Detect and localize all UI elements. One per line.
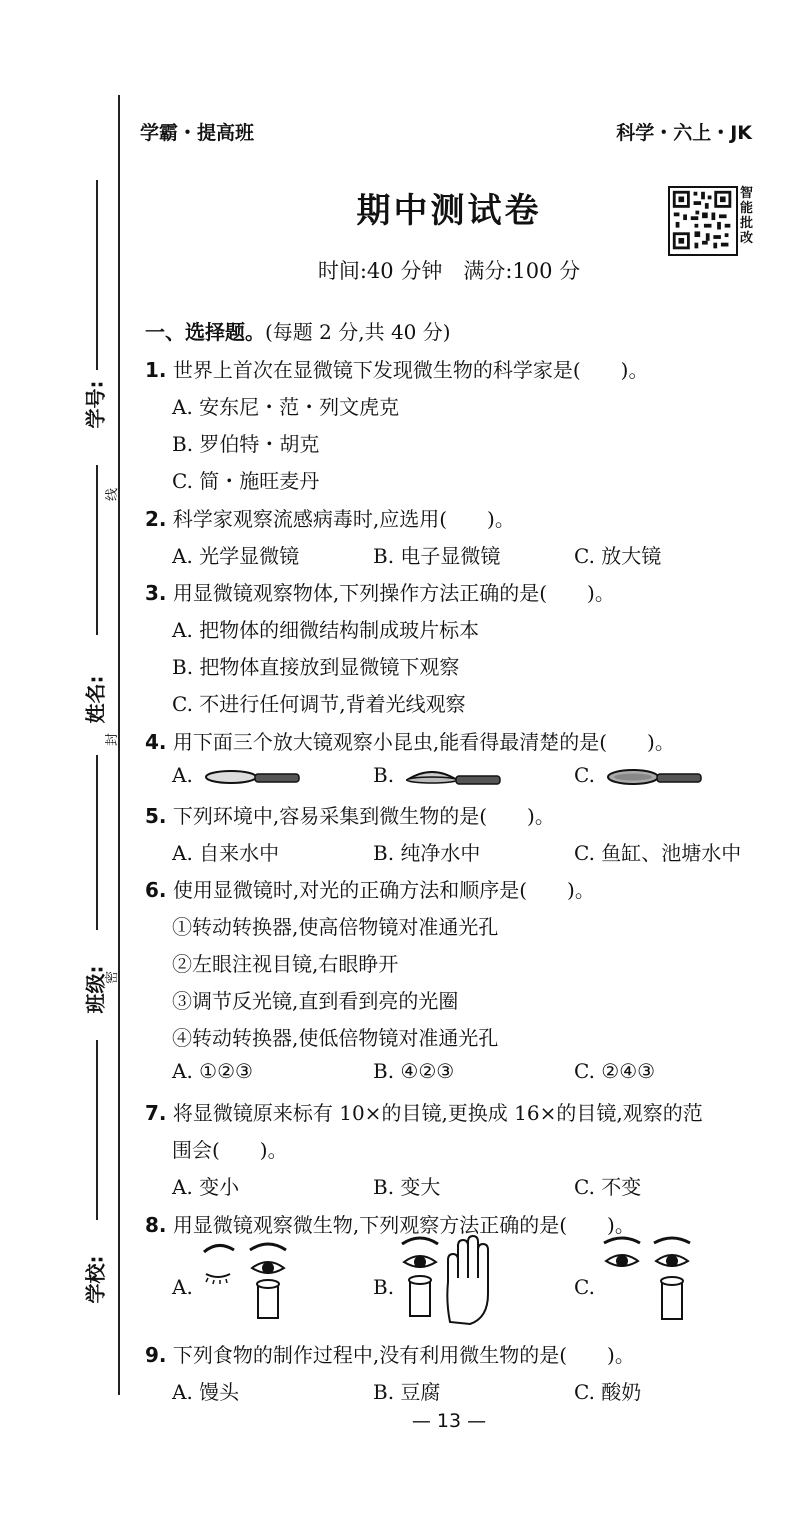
page-number: — 13 — <box>411 1410 487 1432</box>
magnifier-icon <box>205 766 300 788</box>
side-label-id: 学号: <box>83 380 108 429</box>
section-heading <box>145 316 451 345</box>
question-2: 2. 科学家观察流感病毒时,应选用( )。 <box>145 507 515 531</box>
q4-option-b[interactable]: B. <box>373 763 501 788</box>
side-rule <box>96 465 98 635</box>
q6-option-b[interactable]: B. ④②③ <box>373 1059 455 1083</box>
q9-option-a[interactable]: A. 馒头 <box>172 1380 240 1404</box>
eye-closed-open-icon <box>198 1240 298 1320</box>
two-eyes-open-icon <box>600 1235 700 1325</box>
side-rule <box>96 755 98 930</box>
magnifier-icon <box>406 766 501 788</box>
q4-option-c[interactable]: C. <box>574 763 702 788</box>
subject: 科学・六上・JK <box>616 122 752 144</box>
question-3: 3. 用显微镜观察物体,下列操作方法正确的是( )。 <box>145 581 615 605</box>
magnifier-icon <box>607 766 702 788</box>
eye-and-hand-icon <box>398 1232 498 1327</box>
side-mark: 密 <box>105 970 121 985</box>
question-5: 5. 下列环境中,容易采集到微生物的是( )。 <box>145 804 555 828</box>
question-7: 7. 将显微镜原来标有 10×的目镜,更换成 16×的目镜,观察的范 <box>145 1101 703 1125</box>
side-mark: 封 <box>105 732 121 747</box>
q1-option-b[interactable]: B. 罗伯特・胡克 <box>172 432 320 456</box>
q9-option-c[interactable]: C. 酸奶 <box>574 1380 642 1404</box>
q5-option-a[interactable]: A. 自来水中 <box>172 841 280 865</box>
q5-option-c[interactable]: C. 鱼缸、池塘水中 <box>574 841 742 865</box>
q7-option-b[interactable]: B. 变大 <box>373 1175 441 1199</box>
side-label-name: 姓名: <box>83 675 108 724</box>
q1-option-a[interactable]: A. 安东尼・范・列文虎克 <box>172 395 400 419</box>
side-rule <box>96 1040 98 1220</box>
q6-step: ②左眼注视目镜,右眼睁开 <box>172 952 399 976</box>
question-1: 1. 世界上首次在显微镜下发现微生物的科学家是( )。 <box>145 358 649 382</box>
question-9: 9. 下列食物的制作过程中,没有利用微生物的是( )。 <box>145 1343 635 1367</box>
section-title: 一、选择题。 <box>145 320 265 344</box>
question-7-cont: 围会( )。 <box>172 1138 288 1162</box>
qr-label: 智能批改 <box>740 186 754 246</box>
q8-option-b-label[interactable]: B. <box>373 1275 395 1299</box>
section-note: (每题 2 分,共 40 分) <box>265 320 451 344</box>
q6-option-c[interactable]: C. ②④③ <box>574 1059 656 1083</box>
question-4: 4. 用下面三个放大镜观察小昆虫,能看得最清楚的是( )。 <box>145 730 675 754</box>
q7-option-a[interactable]: A. 变小 <box>172 1175 240 1199</box>
q8-option-c-label[interactable]: C. <box>574 1275 595 1299</box>
q2-option-c[interactable]: C. 放大镜 <box>574 544 662 568</box>
q2-option-b[interactable]: B. 电子显微镜 <box>373 544 501 568</box>
q3-option-a[interactable]: A. 把物体的细微结构制成玻片标本 <box>172 618 480 642</box>
exam-meta: 时间:40 分钟 满分:100 分 <box>317 259 581 283</box>
q3-option-b[interactable]: B. 把物体直接放到显微镜下观察 <box>172 655 460 679</box>
q6-option-a[interactable]: A. ①②③ <box>172 1059 253 1083</box>
side-label-class: 班级: <box>83 965 108 1014</box>
side-label-school: 学校: <box>83 1255 108 1304</box>
question-8: 8. 用显微镜观察微生物,下列观察方法正确的是( )。 <box>145 1213 635 1237</box>
q7-option-c[interactable]: C. 不变 <box>574 1175 642 1199</box>
qr-code[interactable] <box>668 186 738 256</box>
q8-option-a-label[interactable]: A. <box>172 1275 193 1299</box>
q6-step: ③调节反光镜,直到看到亮的光圈 <box>172 989 459 1013</box>
q9-option-b[interactable]: B. 豆腐 <box>373 1380 441 1404</box>
q3-option-c[interactable]: C. 不进行任何调节,背着光线观察 <box>172 692 466 716</box>
page-title: 期中测试卷 <box>356 191 542 231</box>
q6-step: ④转动转换器,使低倍物镜对准通光孔 <box>172 1026 499 1050</box>
q5-option-b[interactable]: B. 纯净水中 <box>373 841 481 865</box>
question-6: 6. 使用显微镜时,对光的正确方法和顺序是( )。 <box>145 878 595 902</box>
brand: 学霸・提高班 <box>140 122 255 144</box>
q6-step: ①转动转换器,使高倍物镜对准通光孔 <box>172 915 499 939</box>
q1-option-c[interactable]: C. 简・施旺麦丹 <box>172 469 320 493</box>
q2-option-a[interactable]: A. 光学显微镜 <box>172 544 300 568</box>
side-mark: 线 <box>105 487 121 502</box>
q4-option-a[interactable]: A. <box>172 763 300 788</box>
